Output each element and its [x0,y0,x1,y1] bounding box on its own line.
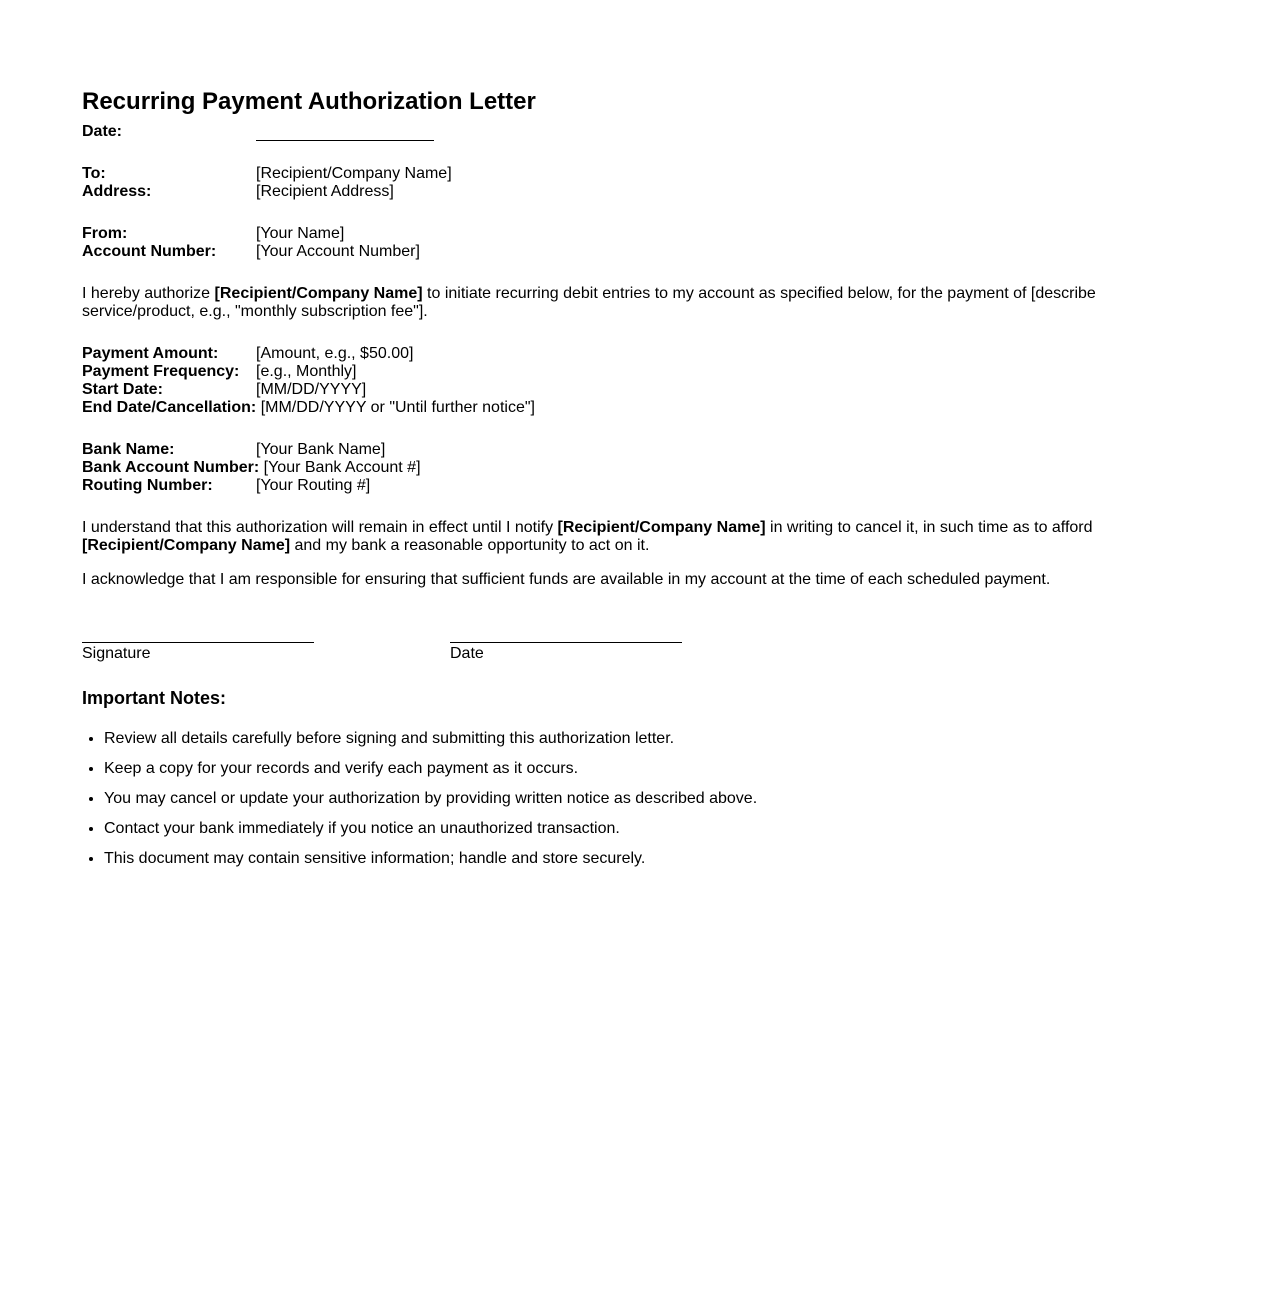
account-number-value: [Your Account Number] [256,243,420,260]
intro-recipient-name: [Recipient/Company Name] [214,285,423,302]
understand-recipient-name-1: [Recipient/Company Name] [557,519,766,536]
address-label: Address: [82,183,152,200]
payment-amount-label: Payment Amount: [82,345,219,362]
page-title: Recurring Payment Authorization Letter [82,88,536,115]
to-row [82,165,452,183]
bank-name-value: [Your Bank Name] [256,441,386,458]
routing-number-value: [Your Routing #] [256,477,371,494]
end-date-row [82,399,535,417]
understand-text-mid: in writing to cancel it, in such time as to afford [765,519,1093,536]
intro-text-start: I hereby authorize [82,285,215,302]
understand-text-start: I understand that this authorization will remain in effect until I notify [82,519,558,536]
signature-date-label: Date [450,645,484,662]
bank-account-value: [Your Bank Account #] [263,459,421,476]
list-item: • Review all details carefully before signing and submitting this authorization letter. [104,729,757,749]
date-label: Date: [82,123,123,140]
routing-number-label: Routing Number: [82,477,213,494]
understanding-paragraph [82,519,1122,555]
authorization-paragraph [82,285,1122,321]
to-label: To: [82,165,106,182]
intro-text-end: to initiate recurring debit entries to my account as specified below, for the payment of [describe service/product, e.g., "monthly subscription fee"]. [82,285,1096,320]
from-row [82,225,344,243]
account-number-row [82,243,420,261]
date-row [82,123,434,141]
from-value: [Your Name] [256,225,345,242]
to-value: [Recipient/Company Name] [256,165,452,182]
payment-frequency-label: Payment Frequency: [82,363,240,380]
end-date-value: [MM/DD/YYYY or "Until further notice"] [260,399,535,416]
signature-line [82,624,314,643]
address-row [82,183,394,201]
start-date-value: [MM/DD/YYYY] [256,381,367,398]
list-item: • Contact your bank immediately if you notice an unauthorized transaction. [104,819,757,839]
start-date-row [82,381,366,399]
bank-account-row [82,459,421,477]
payment-amount-row [82,345,413,363]
bank-name-row [82,441,385,459]
signature-date-block [450,624,682,663]
routing-number-row [82,477,370,495]
understand-recipient-name-2: [Recipient/Company Name] [82,537,291,554]
payment-amount-value: [Amount, e.g., $50.00] [256,345,414,362]
signature-label: Signature [82,645,151,662]
understand-text-end: and my bank a reasonable opportunity to act on it. [290,537,650,554]
payment-frequency-row [82,363,357,381]
important-notes-list [82,729,757,879]
list-item: • You may cancel or update your authorization by providing written notice as described above. [104,789,757,809]
signature-date-line [450,624,682,643]
important-notes-heading: Important Notes: [82,688,226,708]
list-item: • Keep a copy for your records and verify each payment as it occurs. [104,759,757,779]
acknowledgement-paragraph: I acknowledge that I am responsible for ensuring that sufficient funds are available in my account at the time of each scheduled payment. [82,571,1051,588]
end-date-label: End Date/Cancellation: [82,399,257,416]
signature-block [82,624,314,663]
bank-account-label: Bank Account Number: [82,459,260,476]
account-number-label: Account Number: [82,243,217,260]
payment-frequency-value: [e.g., Monthly] [256,363,357,380]
list-item: • This document may contain sensitive information; handle and store securely. [104,849,757,869]
date-blank-line [256,123,434,141]
address-value: [Recipient Address] [256,183,394,200]
start-date-label: Start Date: [82,381,163,398]
bank-name-label: Bank Name: [82,441,175,458]
from-label: From: [82,225,128,242]
